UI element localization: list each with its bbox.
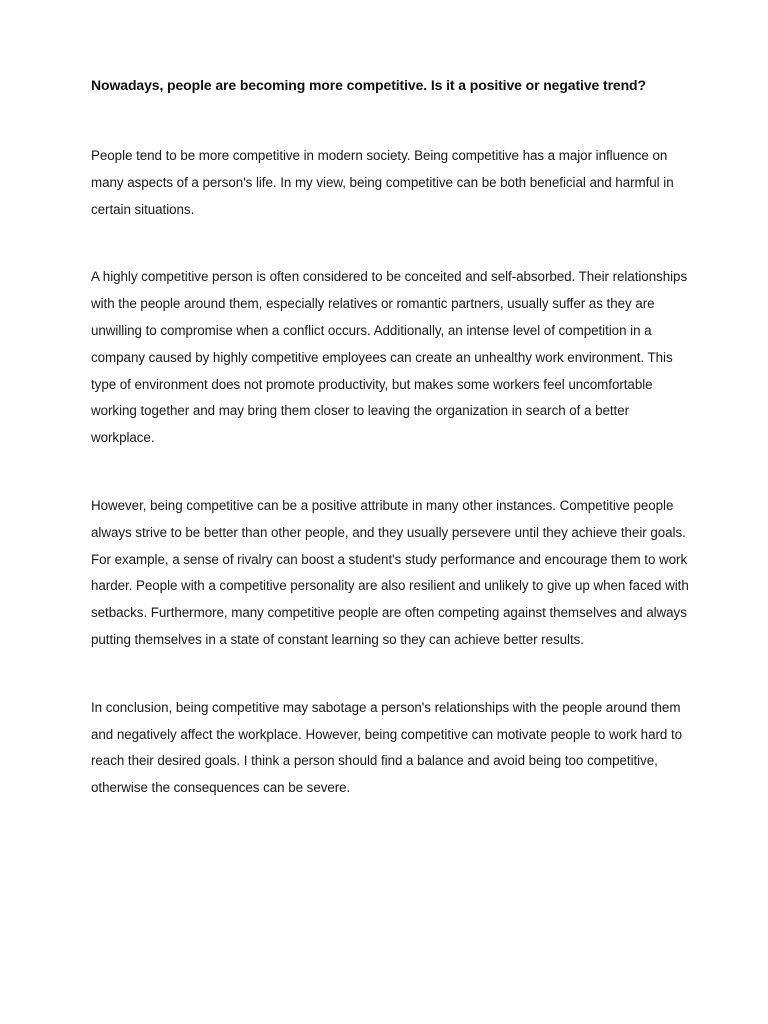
paragraph-conclusion: In conclusion, being competitive may sabotage a person's relationships with the people around them and negatively affect the workplace. However, being competitive can motivate people to work hard to reach their desired goals. I think a person should find a balance and avoid being too competitive, otherwise the consequences can be severe. [91, 699, 683, 796]
paragraph-negative-effects: A highly competitive person is often considered to be conceited and self-absorbed. Their relationships with the people around them, especially relatives or romantic partners, usually suffer as they are unwilling to compromise when a conflict occurs. Additionally, an intense level of competition in a company caused by highly competitive employees can create an unhealthy work environment. This type of environment does not promote productivity, but makes some workers feel uncomfortable working together and may bring them closer to leaving the organization in search of a better workplace. [91, 269, 688, 446]
document-body [91, 74, 691, 802]
paragraph-positive-effects: However, being competitive can be a positive attribute in many other instances. Competitive people always strive to be better than other people, and they usually persevere until they achieve their goals. For example, a sense of rivalry can boost a student's study performance and encourage them to work harder. People with a competitive personality are also resilient and unlikely to give up when faced with setbacks. Furthermore, many competitive people are often competing against themselves and always putting themselves in a state of constant learning so they can achieve better results. [91, 497, 689, 647]
paragraph-introduction: People tend to be more competitive in modern society. Being competitive has a major influence on many aspects of a person's life. In my view, being competitive can be both beneficial and harmful in certain situations. [91, 148, 674, 217]
essay-title: Nowadays, people are becoming more competitive. Is it a positive or negative trend? [91, 77, 646, 93]
